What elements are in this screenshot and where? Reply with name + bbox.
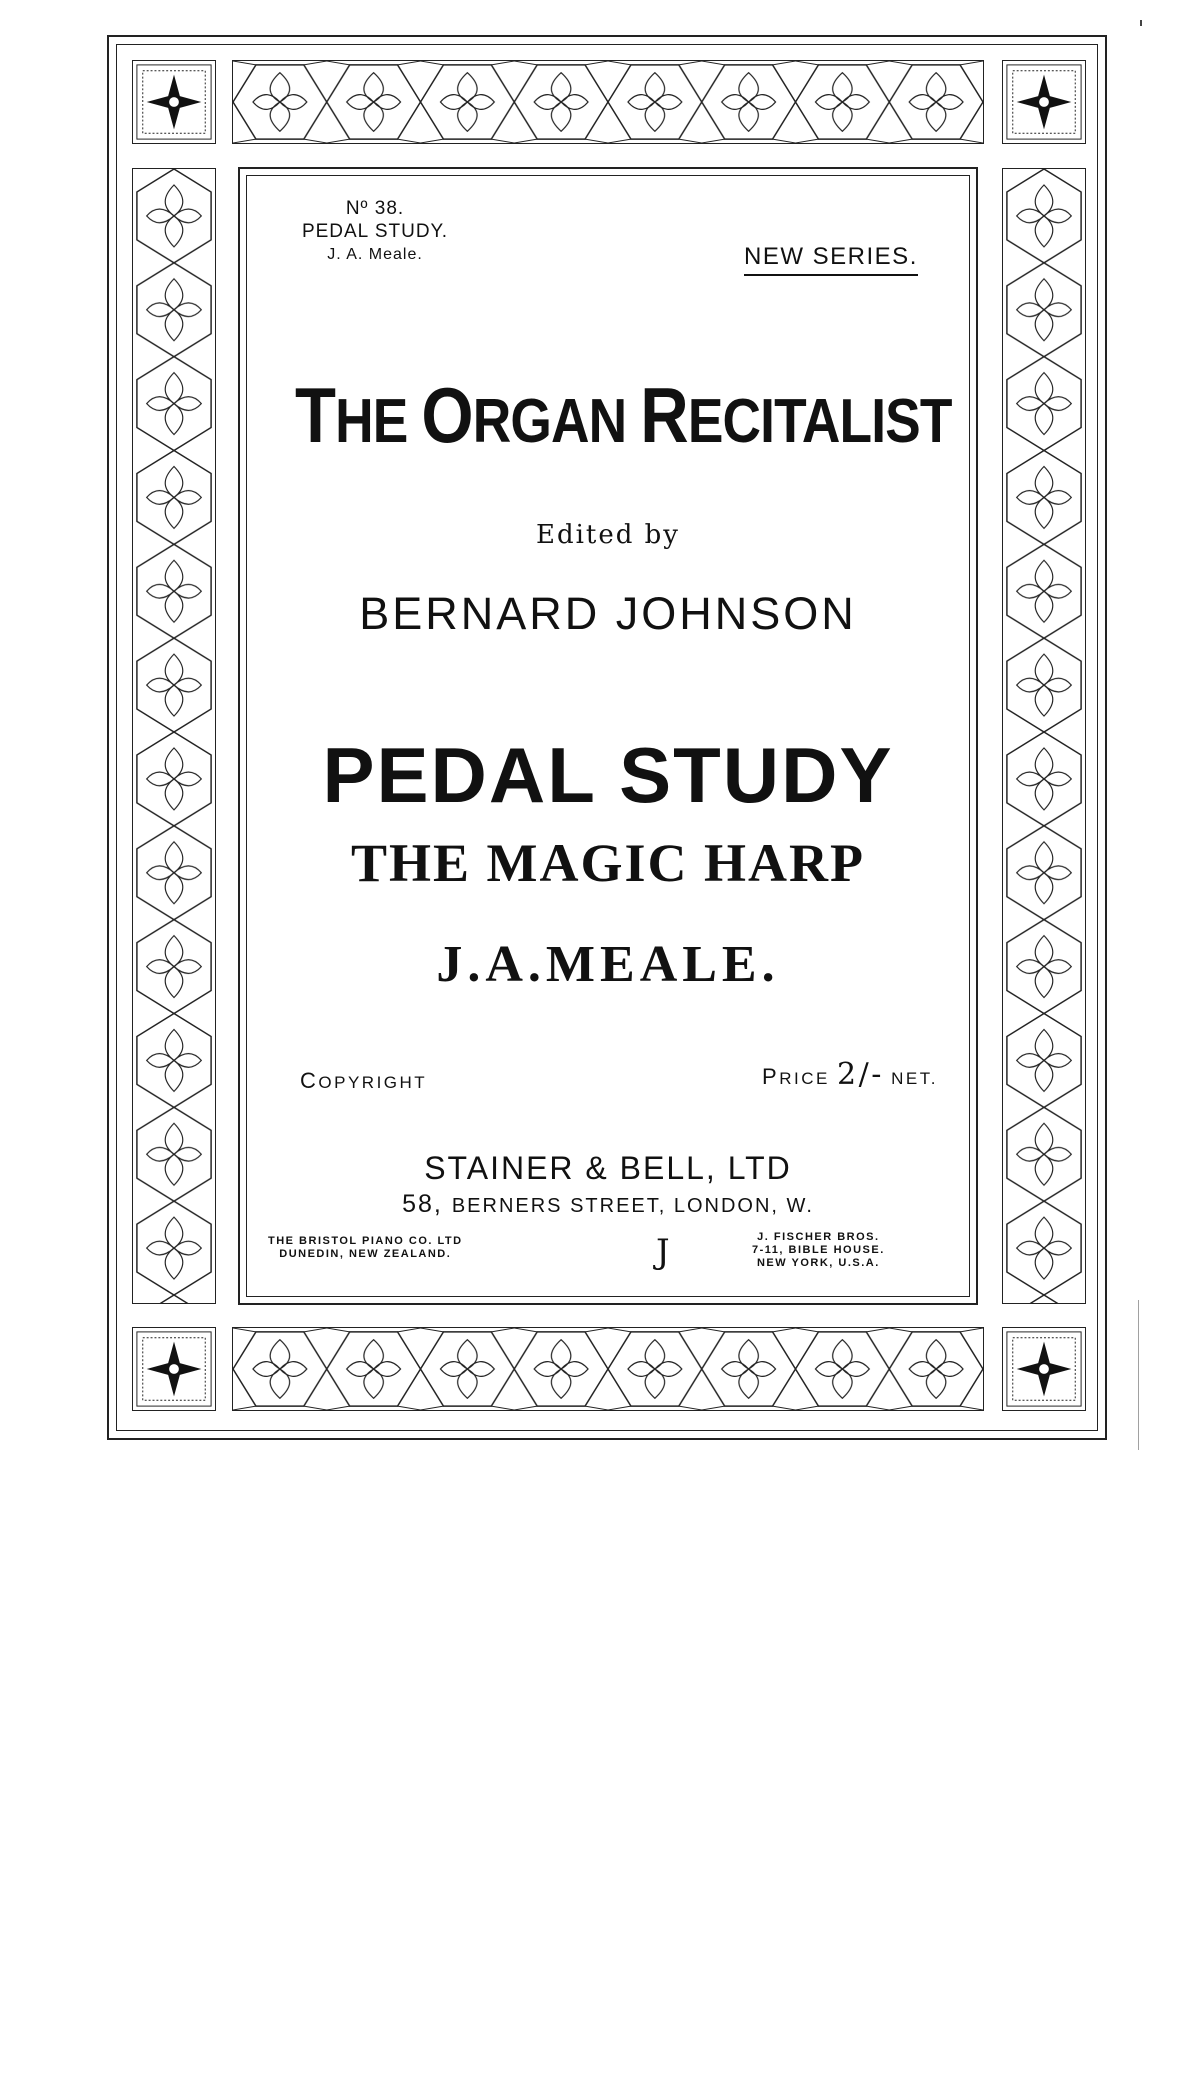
title-rest-1: HE [335, 387, 422, 456]
title-cap-2: O [421, 371, 473, 459]
address-street: BERNERS STREET, LONDON, W. [451, 1195, 814, 1217]
new-series-label: NEW SERIES. [744, 243, 918, 276]
corner-ornament-bottom-right [1002, 1327, 1086, 1411]
agent-right-line-2: 7-11, BIBLE HOUSE. [752, 1244, 885, 1256]
series-number-block [300, 197, 450, 266]
ornament-band-top [232, 60, 984, 144]
copyright-label [300, 1068, 427, 1094]
title-rest-3: ECITALIST [687, 387, 952, 456]
corner-ornament-top-left [132, 60, 216, 144]
publisher-name: STAINER & BELL, LTD [424, 1150, 792, 1186]
title-cap-3: R [640, 371, 688, 459]
agent-left [268, 1235, 463, 1261]
agent-right-line-1: J. FISCHER BROS. [757, 1231, 880, 1243]
copyright-cap: C [300, 1068, 319, 1093]
series-composer: J. A. Meale. [327, 246, 423, 263]
title-rest-2: RGAN [472, 387, 641, 456]
price-amount: 2/- [837, 1057, 884, 1092]
copyright-rest: OPYRIGHT [318, 1073, 428, 1092]
title-cap-1: T [294, 371, 336, 459]
ornament-band-right [1002, 168, 1086, 1304]
editor-name: BERNARD JOHNSON [359, 588, 857, 639]
composer-name: J.A.MEALE. [436, 936, 780, 993]
publisher-address [244, 1190, 972, 1219]
corner-ornament-top-right [1002, 60, 1086, 144]
price-cap: P [762, 1064, 780, 1089]
address-number: 58, [402, 1190, 443, 1218]
agent-left-line-2: DUNEDIN, NEW ZEALAND. [279, 1248, 452, 1260]
price-suffix: NET. [883, 1069, 938, 1088]
scan-edge-line [1138, 1300, 1139, 1450]
price-word: RICE [779, 1069, 838, 1088]
edited-by-label: Edited by [535, 520, 680, 550]
ornament-band-bottom [232, 1327, 984, 1411]
collection-title [294, 370, 952, 461]
agent-right [752, 1231, 885, 1270]
piece-title: PEDAL STUDY [322, 731, 894, 819]
series-number: Nº 38. [345, 198, 405, 219]
series-piece-name: PEDAL STUDY. [301, 221, 449, 242]
agent-left-line-1: THE BRISTOL PIANO CO. LTD [268, 1235, 463, 1247]
engraver-mark: J [656, 1232, 670, 1272]
piece-subtitle: THE MAGIC HARP [351, 833, 865, 893]
scan-mark [1140, 20, 1142, 26]
ornament-band-left [132, 168, 216, 1304]
agent-right-line-3: NEW YORK, U.S.A. [756, 1257, 880, 1269]
corner-ornament-bottom-left [132, 1327, 216, 1411]
price-label [762, 1057, 938, 1092]
